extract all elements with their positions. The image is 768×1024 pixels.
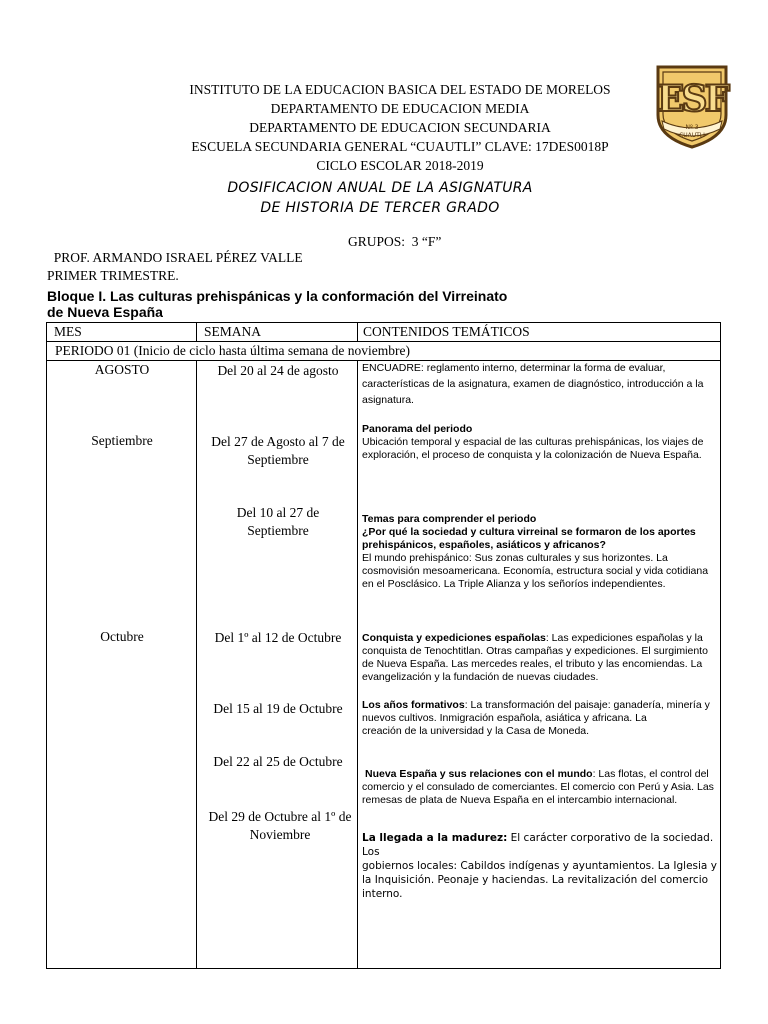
logo-letters: ESF bbox=[657, 78, 727, 120]
title-line-1: DOSIFICACION ANUAL DE LA ASIGNATURA bbox=[227, 180, 533, 196]
contenido-conquista bbox=[362, 632, 717, 684]
document-header bbox=[100, 80, 700, 175]
col-divider-2-header bbox=[357, 323, 358, 341]
contenido-madurez-line-1: El carácter corporativo de la sociedad. Los bbox=[362, 832, 714, 858]
contenido-relaciones bbox=[362, 768, 717, 807]
contenido-formativos-text-2: creación de la universidad y la Casa de Moneda. bbox=[362, 725, 590, 737]
group-label: GRUPOS: 3 “F” bbox=[348, 234, 442, 249]
school-logo bbox=[652, 63, 732, 149]
mes-agosto: AGOSTO bbox=[94, 362, 150, 377]
block-title-line-2: de Nueva España bbox=[47, 304, 163, 320]
contenido-relaciones-title: Nueva España y sus relaciones con el mundo bbox=[365, 768, 593, 780]
dosification-table bbox=[46, 322, 721, 969]
header-semana: SEMANA bbox=[204, 324, 262, 339]
header-line-dept-secundaria: DEPARTAMENTO DE EDUCACION SECUNDARIA bbox=[249, 120, 551, 135]
semana-2: Del 27 de Agosto al 7 de Septiembre bbox=[211, 434, 345, 467]
header-mes: MES bbox=[54, 324, 82, 339]
contenido-madurez-title: La llegada a la madurez: bbox=[362, 832, 508, 844]
header-line-institute: INSTITUTO DE LA EDUCACION BASICA DEL ESTADO DE MORELOS bbox=[189, 82, 611, 97]
contenido-conquista-title: Conquista y expediciones españolas bbox=[362, 632, 546, 644]
mes-octubre: Octubre bbox=[100, 629, 144, 644]
contenido-madurez-line-3: la Inquisición. Peonaje y haciendas. La revitalización del comercio bbox=[362, 874, 709, 886]
contenido-formativos bbox=[362, 699, 717, 738]
contenido-madurez-line-2: gobiernos locales: Cabildos indígenas y ayuntamientos. La Iglesia y bbox=[362, 860, 717, 872]
block-title bbox=[47, 288, 567, 320]
contenido-panorama-text: Ubicación temporal y espacial de las culturas prehispánicas, los viajes de exploración, el proceso de conquista y la colonización de Nueva España. bbox=[362, 436, 704, 461]
contenido-temas-title: Temas para comprender el periodo bbox=[362, 513, 537, 525]
contenido-temas bbox=[362, 513, 717, 591]
mes-septiembre: Septiembre bbox=[91, 433, 153, 448]
trimester-label: PRIMER TRIMESTRE. bbox=[47, 268, 179, 283]
contenido-madurez bbox=[362, 831, 717, 901]
semana-1: Del 20 al 24 de agosto bbox=[217, 363, 339, 378]
semana-6: Del 22 al 25 de Octubre bbox=[213, 754, 343, 769]
contenido-relaciones-text: : Las flotas, el control del comercio y el consulado de comerciantes. El comercio con Perú y Asia. Las remesas de plata de Nueva España en el intercambio internacional. bbox=[362, 768, 714, 806]
table-header-divider bbox=[47, 341, 720, 342]
header-line-school: ESCUELA SECUNDARIA GENERAL “CUAUTLI” CLAVE: 17DES0018P bbox=[191, 139, 609, 154]
contenido-encuadre: ENCUADRE: reglamento interno, determinar la forma de evaluar, características de la asignatura, examen de diagnóstico, introducción a la asignatura. bbox=[362, 362, 704, 406]
contenido-madurez-line-4: interno. bbox=[362, 888, 403, 900]
logo-number: Nº 3 bbox=[685, 124, 699, 131]
periodo-row: PERIODO 01 (Inicio de ciclo hasta última semana de noviembre) bbox=[55, 343, 411, 358]
title-line-2: DE HISTORIA DE TERCER GRADO bbox=[260, 200, 500, 216]
semana-7: Del 29 de Octubre al 1º de Noviembre bbox=[208, 809, 352, 842]
contenido-panorama-title: Panorama del periodo bbox=[362, 423, 473, 435]
document-title bbox=[100, 178, 660, 218]
header-line-dept-media: DEPARTAMENTO DE EDUCACION MEDIA bbox=[270, 101, 530, 116]
logo-name: CUAUTLI bbox=[679, 132, 705, 139]
contenido-conquista-text: : Las expediciones españolas y la conquista de Tenochtitlan. Otras campañas y expediciones. El surgimiento de Nueva España. Las mercedes reales, el tributo y las encomiendas. La evangelización y la fundación de nuevas ciudades. bbox=[362, 632, 708, 683]
contenido-temas-question: ¿Por qué la sociedad y cultura virreinal se formaron de los aportes prehispánicos, españoles, asiáticos y africanos? bbox=[362, 526, 696, 551]
contenido-formativos-title: Los años formativos bbox=[362, 699, 465, 711]
semana-4: Del 1º al 12 de Octubre bbox=[214, 630, 342, 645]
contenido-temas-text: El mundo prehispánico: Sus zonas culturales y sus horizontes. La cosmovisión mesoamericana. Economía, estructura social y vida cotidiana en el Posclásico. La Triple Alianza y los señoríos independientes. bbox=[362, 552, 709, 590]
semana-3: Del 10 al 27 de Septiembre bbox=[236, 505, 320, 538]
contenido-formativos-text: : La transformación del paisaje: ganadería, minería y nuevos cultivos. Inmigración española, asiática y africana. La bbox=[362, 699, 710, 724]
block-title-line-1: Bloque I. Las culturas prehispánicas y la conformación del Virreinato bbox=[47, 288, 508, 304]
col-divider-1-header bbox=[196, 323, 197, 341]
contenido-panorama bbox=[362, 423, 717, 462]
semana-5: Del 15 al 19 de Octubre bbox=[213, 701, 343, 716]
header-line-cycle: CICLO ESCOLAR 2018-2019 bbox=[316, 158, 484, 173]
professor-name: PROF. ARMANDO ISRAEL PÉREZ VALLE bbox=[53, 250, 303, 265]
header-contenidos: CONTENIDOS TEMÁTICOS bbox=[363, 324, 530, 339]
